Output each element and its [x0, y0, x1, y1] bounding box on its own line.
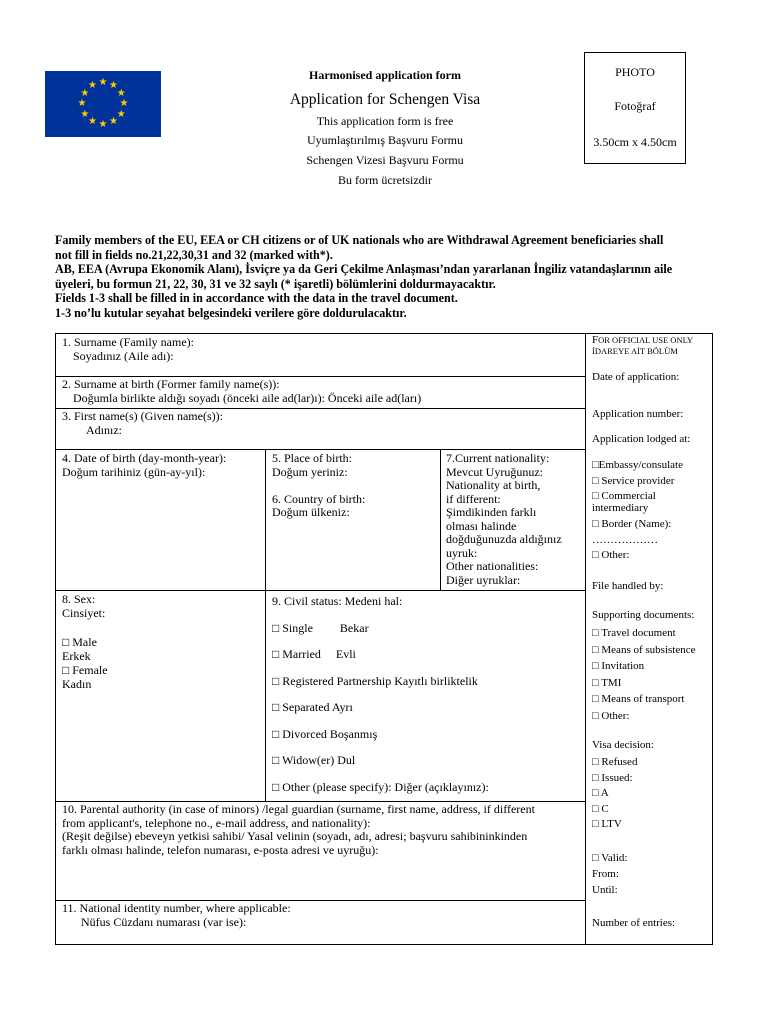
- label-tr: Doğumla birlikte aldığı soyadı (önceki aile ad(lar)ı): Önceki aile ad(ları): [73, 390, 422, 405]
- doc-travel-document-checkbox[interactable]: □ Travel document: [592, 627, 676, 639]
- decision-ltv-checkbox[interactable]: □ LTV: [592, 818, 622, 830]
- label: 3. First name(s) (Given name(s)):: [62, 409, 223, 423]
- label: 4. Date of birth (day-month-year):: [62, 451, 227, 465]
- valid-checkbox[interactable]: □ Valid:: [592, 852, 628, 864]
- decision-a-checkbox[interactable]: □ A: [592, 787, 609, 799]
- lodged-commercial-checkbox[interactable]: □ Commercial: [592, 490, 656, 502]
- doc-invitation-checkbox[interactable]: □ Invitation: [592, 660, 645, 672]
- lodged-other-checkbox[interactable]: □ Other:: [592, 549, 630, 561]
- field-3-first-names[interactable]: [62, 410, 223, 437]
- label: if different:: [446, 491, 501, 506]
- label-tr: Mevcut Uyruğunuz:: [446, 464, 543, 479]
- star-icon: ★: [88, 116, 97, 128]
- notice-line: Family members of the EU, EEA or CH citizens or of UK nationals who are Withdrawal Agreement beneficiaries shall: [55, 233, 664, 247]
- spacer: [62, 621, 108, 635]
- star-icon: ★: [109, 116, 118, 128]
- label-tr: Cinsiyet:: [62, 606, 106, 621]
- notice-line: AB, EEA (Avrupa Ekonomik Alanı), İsviçre ya da Geri Çekilme Anlaşması’ndan yararlanan İngiliz vatandaşlarının aile: [55, 262, 673, 277]
- free-notice: This application form is free: [316, 114, 454, 128]
- label-tr: Nüfus Cüzdanı numarası (var ise):: [81, 914, 247, 929]
- application-number: Application number:: [592, 408, 684, 420]
- label-tr: Şimdikinden farklı: [446, 505, 537, 519]
- field-1-surname[interactable]: [62, 336, 194, 363]
- label-tr: uyruk:: [446, 545, 478, 560]
- family-members-notice: [55, 233, 720, 321]
- label: Nationality at birth,: [446, 478, 541, 492]
- lodged-embassy-checkbox[interactable]: □Embassy/consulate: [592, 459, 683, 471]
- lodged-options: [592, 459, 683, 563]
- label: 9. Civil status: Medeni hal:: [272, 594, 403, 608]
- star-icon: ★: [88, 79, 97, 91]
- label-tr: Diğer uyruklar:: [446, 572, 521, 587]
- number-of-entries: Number of entries:: [592, 917, 676, 929]
- field-4-date-of-birth[interactable]: [62, 452, 226, 479]
- photo-label: PHOTO: [615, 65, 655, 79]
- file-handled-by: File handled by:: [592, 580, 664, 592]
- date-of-application: Date of application:: [592, 371, 680, 383]
- field-10-parental-authority[interactable]: [62, 803, 535, 857]
- doc-means-subsistence-checkbox[interactable]: □ Means of subsistence: [592, 643, 696, 656]
- official-title-first: F: [592, 334, 599, 346]
- label: Other nationalities:: [446, 559, 539, 573]
- decision-c-checkbox[interactable]: □ C: [592, 802, 609, 815]
- doc-means-transport-checkbox[interactable]: □ Means of transport: [592, 693, 685, 705]
- label-tr: Doğum tarihiniz (gün-ay-yıl):: [62, 464, 206, 479]
- label-tr: Adınız:: [86, 422, 122, 437]
- label-tr: Doğum ülkeniz:: [272, 505, 350, 519]
- supporting-documents: Supporting documents:: [592, 609, 695, 621]
- label: intermediary: [592, 502, 649, 514]
- civil-other-checkbox[interactable]: □ Other (please specify): Diğer (açıklayınız):: [272, 779, 489, 794]
- eu-flag-logo: [45, 71, 161, 137]
- label: 2. Surname at birth (Former family name(s)):: [62, 377, 280, 391]
- doc-other-checkbox[interactable]: □ Other:: [592, 709, 630, 722]
- star-icon: ★: [116, 108, 126, 120]
- official-title-rest: OR OFFICIAL USE ONLY: [598, 335, 694, 345]
- lodged-border-checkbox[interactable]: □ Border (Name):: [592, 518, 672, 530]
- label: ………………: [592, 533, 658, 546]
- civil-single-checkbox[interactable]: □ Single Bekar: [272, 620, 369, 635]
- divider: [265, 449, 266, 801]
- field-11-national-id[interactable]: [62, 902, 291, 929]
- star-icon: ★: [98, 77, 108, 88]
- spacer: [272, 479, 365, 493]
- civil-widow-checkbox[interactable]: □ Widow(er) Dul: [272, 753, 356, 767]
- sex-male-checkbox[interactable]: □ Male: [62, 634, 97, 649]
- divider: [585, 334, 586, 944]
- photo-size: 3.50cm x 4.50cm: [593, 135, 677, 149]
- title-tr-3: Bu form ücretsizdir: [338, 173, 432, 187]
- visa-decision: Visa decision:: [592, 739, 654, 751]
- label: 5. Place of birth:: [272, 451, 352, 465]
- decision-issued-checkbox[interactable]: □ Issued:: [592, 771, 633, 784]
- civil-partnership-checkbox[interactable]: □ Registered Partnership Kayıtlı birliktelik: [272, 673, 478, 688]
- lodged-service-provider-checkbox[interactable]: □ Service provider: [592, 474, 675, 487]
- divider: [56, 449, 585, 450]
- form-subtitle: Harmonised application form: [309, 68, 461, 82]
- notice-line: 1-3 no’lu kutular seyahat belgesindeki verilere göre doldurulacaktır.: [55, 305, 407, 320]
- label-tr: olması halinde: [446, 518, 517, 533]
- divider: [440, 449, 441, 590]
- photo-label-tr: Fotoğraf: [614, 99, 656, 113]
- field-7-nationality[interactable]: [446, 452, 562, 587]
- notice-line: Fields 1-3 shall be filled in in accordance with the data in the travel document.: [55, 291, 458, 306]
- civil-married-checkbox[interactable]: □ Married Evli: [272, 647, 356, 661]
- valid-from: From:: [592, 868, 619, 880]
- field-2-surname-at-birth[interactable]: [62, 378, 421, 405]
- label-tr: Soyadınız (Aile adı):: [73, 348, 174, 363]
- notice-line: üyeleri, bu formun 21, 22, 30, 31 ve 32 saylı (* işaretli) bölümlerini doldurmayacaktır.: [55, 276, 496, 291]
- label-tr: doğduğunuzda aldığınız: [446, 532, 562, 546]
- official-title-tr: İDAREYE AİT BÖLÜM: [592, 346, 678, 356]
- star-icon: ★: [77, 98, 87, 109]
- photo-box[interactable]: [584, 52, 686, 164]
- official-use-title: [592, 335, 693, 357]
- star-icon: ★: [80, 87, 90, 99]
- civil-divorced-checkbox[interactable]: □ Divorced Boşanmış: [272, 726, 378, 741]
- form-title: Application for Schengen Visa: [289, 91, 481, 108]
- notice-line: not fill in fields no.21,22,30,31 and 32 (marked with*).: [55, 247, 333, 262]
- star-icon: ★: [109, 79, 118, 91]
- star-icon: ★: [116, 87, 126, 99]
- doc-tmi-checkbox[interactable]: □ TMI: [592, 676, 622, 689]
- label-tr: Kadın: [62, 677, 92, 692]
- documents-options: [592, 625, 696, 724]
- field-9-civil-status: [272, 595, 489, 794]
- label: 10. Parental authority (in case of minors) /legal guardian (surname, first name, address, if different: [62, 802, 535, 816]
- valid-until: Until:: [592, 884, 618, 896]
- star-icon: ★: [119, 98, 129, 109]
- label: 6. Country of birth:: [272, 491, 366, 506]
- label-tr: Doğum yeriniz:: [272, 464, 348, 479]
- star-icon: ★: [98, 119, 108, 130]
- divider: [56, 590, 585, 591]
- star-icon: ★: [80, 108, 90, 120]
- title-tr-2: Schengen Vizesi Başvuru Formu: [306, 153, 464, 167]
- label-tr: Erkek: [62, 648, 91, 663]
- decision-refused-checkbox[interactable]: □ Refused: [592, 756, 638, 768]
- label: 1. Surname (Family name):: [62, 335, 194, 349]
- field-5-6-place-country-of-birth[interactable]: [272, 452, 365, 520]
- label: 8. Sex:: [62, 592, 96, 606]
- sex-female-checkbox[interactable]: □ Female: [62, 663, 108, 678]
- label-tr: (Reşit değilse) ebeveyn yetkisi sahibi/ Yasal velinin (soyadı, adı, adresi; başvuru sahibininkinden: [62, 829, 528, 843]
- label-tr: farklı olması halinde, telefon numarası, e-posta adresi ve uyruğu):: [62, 842, 379, 857]
- decision-options: [592, 755, 637, 833]
- label: from applicant's, telephone no., e-mail address, and nationality):: [62, 815, 371, 830]
- application-lodged: Application lodged at:: [592, 433, 691, 445]
- civil-separated-checkbox[interactable]: □ Separated Ayrı: [272, 700, 353, 714]
- field-8-sex: [62, 592, 108, 692]
- title-tr-1: Uyumlaştırılmış Başvuru Formu: [307, 133, 463, 147]
- label: 7.Current nationality:: [446, 451, 550, 465]
- label: 11. National identity number, where applicable:: [62, 901, 291, 915]
